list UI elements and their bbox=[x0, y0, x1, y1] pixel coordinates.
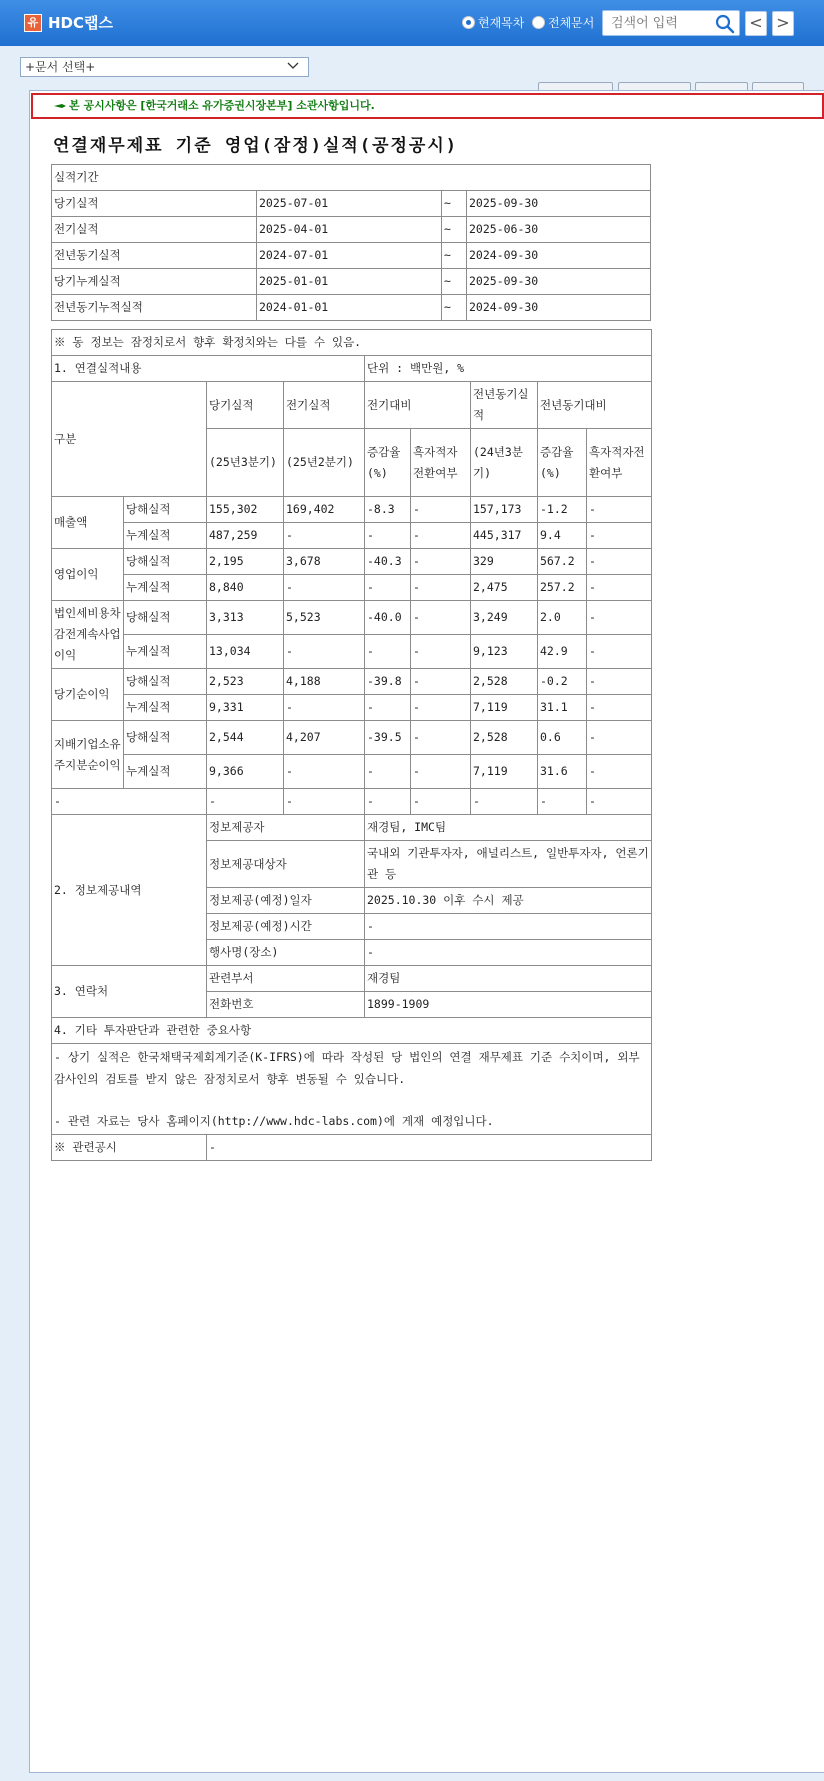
cell-qturn: - bbox=[411, 669, 471, 695]
table-row bbox=[52, 755, 652, 789]
row-group: 영업이익 bbox=[52, 549, 124, 601]
cell-dash: - bbox=[538, 789, 587, 815]
table-row bbox=[52, 549, 652, 575]
cell-dash: - bbox=[587, 789, 652, 815]
jurisdiction-notice bbox=[31, 93, 824, 119]
cell-qoq: - bbox=[365, 523, 411, 549]
cell-qturn: - bbox=[411, 549, 471, 575]
cell-yoy: 0.6 bbox=[538, 721, 587, 755]
cell-yoy-actual: 7,119 bbox=[471, 755, 538, 789]
period-table bbox=[51, 164, 651, 321]
table-row bbox=[52, 523, 652, 549]
toolbar-button-3[interactable] bbox=[695, 82, 748, 90]
radio-current-label: 현재목차 bbox=[478, 16, 525, 30]
period-sep: ~ bbox=[442, 191, 467, 217]
cell-previous: - bbox=[284, 695, 365, 721]
sub-previous: (25년2분기) bbox=[284, 429, 365, 497]
contact-label: 전화번호 bbox=[207, 992, 365, 1018]
table-row bbox=[52, 601, 652, 635]
cell-yoy-actual: 157,173 bbox=[471, 497, 538, 523]
table-row bbox=[52, 721, 652, 755]
cell-yoy-actual: 2,528 bbox=[471, 721, 538, 755]
sub-turn-2: 흑자적자전환여부 bbox=[587, 429, 652, 497]
remark-1: - 상기 실적은 한국채택국제회계기준(K-IFRS)에 따라 작성된 당 법인의 연결 재무제표 기준 수치이며, 외부감사인의 검토를 받지 않은 잠정치로서 향후 변동될 수 있습니다. bbox=[54, 1050, 640, 1086]
cell-dash: - bbox=[471, 789, 538, 815]
cell-yoy: 42.9 bbox=[538, 635, 587, 669]
cell-yoy-actual: 2,528 bbox=[471, 669, 538, 695]
period-label: 전기실적 bbox=[52, 217, 257, 243]
cell-qoq: -40.3 bbox=[365, 549, 411, 575]
period-from: 2025-04-01 bbox=[257, 217, 442, 243]
radio-all-label: 전체문서 bbox=[548, 16, 595, 30]
pointing-hand-icon bbox=[53, 95, 67, 117]
period-sep: ~ bbox=[442, 269, 467, 295]
chevron-down-icon bbox=[286, 60, 300, 72]
cell-current: 155,302 bbox=[207, 497, 284, 523]
row-kind: 누계실적 bbox=[124, 755, 207, 789]
cell-qoq: - bbox=[365, 695, 411, 721]
section-2-title: 2. 정보제공내역 bbox=[52, 815, 207, 966]
cell-qturn: - bbox=[411, 721, 471, 755]
section-1-title: 1. 연결실적내용 bbox=[52, 356, 365, 382]
period-label: 당기실적 bbox=[52, 191, 257, 217]
remark-2: - 관련 자료는 당사 홈페이지(http://www.hdc-labs.com)에 게재 예정입니다. bbox=[54, 1114, 494, 1128]
cell-previous: - bbox=[284, 575, 365, 601]
row-group: 지배기업소유주지분순이익 bbox=[52, 721, 124, 789]
cell-yoy-actual: 9,123 bbox=[471, 635, 538, 669]
company-logo-icon: 유 bbox=[24, 14, 42, 32]
sub-yoy-actual: (24년3분기) bbox=[471, 429, 538, 497]
cell-current: 8,840 bbox=[207, 575, 284, 601]
cell-qoq: - bbox=[365, 755, 411, 789]
cell-yoy-actual: 329 bbox=[471, 549, 538, 575]
cell-yturn: - bbox=[587, 523, 652, 549]
unit-label: 단위 : 백만원, % bbox=[365, 356, 652, 382]
contact-value: 1899-1909 bbox=[365, 992, 652, 1018]
radio-all-docs[interactable] bbox=[532, 14, 594, 31]
contact-label: 관련부서 bbox=[207, 966, 365, 992]
cell-dash: - bbox=[52, 789, 207, 815]
cell-current: 2,523 bbox=[207, 669, 284, 695]
section-3-title: 3. 연락처 bbox=[52, 966, 207, 1018]
cell-dash: - bbox=[207, 789, 284, 815]
row-kind: 누계실적 bbox=[124, 695, 207, 721]
row-kind: 당해실적 bbox=[124, 497, 207, 523]
cell-yturn: - bbox=[587, 601, 652, 635]
row-kind: 당해실적 bbox=[124, 669, 207, 695]
cell-previous: 3,678 bbox=[284, 549, 365, 575]
cell-current: 2,195 bbox=[207, 549, 284, 575]
cell-qturn: - bbox=[411, 601, 471, 635]
cell-previous: 5,523 bbox=[284, 601, 365, 635]
cell-yoy: -0.2 bbox=[538, 669, 587, 695]
cell-qturn: - bbox=[411, 755, 471, 789]
col-previous: 전기실적 bbox=[284, 382, 365, 429]
info-value: - bbox=[365, 914, 652, 940]
related-label: ※ 관련공시 bbox=[52, 1135, 207, 1161]
radio-unselected-icon[interactable] bbox=[532, 16, 545, 29]
period-sep: ~ bbox=[442, 217, 467, 243]
cell-yoy-actual: 445,317 bbox=[471, 523, 538, 549]
toolbar-button-1[interactable] bbox=[538, 82, 613, 90]
row-kind: 누계실적 bbox=[124, 575, 207, 601]
cell-previous: - bbox=[284, 523, 365, 549]
cell-qturn: - bbox=[411, 575, 471, 601]
estimate-note: ※ 동 정보는 잠정치로서 향후 확정치와는 다를 수 있음. bbox=[52, 330, 652, 356]
period-to: 2024-09-30 bbox=[467, 295, 651, 321]
cell-yturn: - bbox=[587, 695, 652, 721]
cell-yturn: - bbox=[587, 635, 652, 669]
table-row bbox=[52, 635, 652, 669]
cell-qoq: -8.3 bbox=[365, 497, 411, 523]
search-icon[interactable] bbox=[715, 14, 735, 34]
info-label: 정보제공(예정)시간 bbox=[207, 914, 365, 940]
cell-previous: 4,207 bbox=[284, 721, 365, 755]
row-group: 매출액 bbox=[52, 497, 124, 549]
cell-yturn: - bbox=[587, 549, 652, 575]
period-sep: ~ bbox=[442, 243, 467, 269]
row-kind: 누계실적 bbox=[124, 635, 207, 669]
table-row bbox=[52, 295, 651, 321]
cell-current: 487,259 bbox=[207, 523, 284, 549]
period-to: 2025-09-30 bbox=[467, 269, 651, 295]
info-label: 행사명(장소) bbox=[207, 940, 365, 966]
cell-previous: - bbox=[284, 635, 365, 669]
cell-dash: - bbox=[284, 789, 365, 815]
row-group: 법인세비용차감전계속사업이익 bbox=[52, 601, 124, 669]
info-value: 재경팀, IMC팀 bbox=[365, 815, 652, 841]
period-to: 2024-09-30 bbox=[467, 243, 651, 269]
table-row bbox=[52, 269, 651, 295]
section-4-title: 4. 기타 투자판단과 관련한 중요사항 bbox=[52, 1018, 652, 1044]
period-sep: ~ bbox=[442, 295, 467, 321]
sub-turn: 흑자적자전환여부 bbox=[411, 429, 471, 497]
contact-value: 재경팀 bbox=[365, 966, 652, 992]
cell-qoq: - bbox=[365, 635, 411, 669]
period-from: 2025-01-01 bbox=[257, 269, 442, 295]
cell-qturn: - bbox=[411, 695, 471, 721]
cell-yturn: - bbox=[587, 669, 652, 695]
toolbar-button-4[interactable] bbox=[752, 82, 804, 90]
notice-text: 본 공시사항은 [한국거래소 유가증권시장본부] 소관사항입니다. bbox=[69, 99, 375, 112]
sub-current: (25년3분기) bbox=[207, 429, 284, 497]
search-input[interactable] bbox=[603, 11, 713, 35]
toolbar-button-2[interactable] bbox=[618, 82, 691, 90]
cell-previous: 169,402 bbox=[284, 497, 365, 523]
table-row bbox=[52, 815, 652, 841]
period-label: 전년동기실적 bbox=[52, 243, 257, 269]
cell-current: 9,366 bbox=[207, 755, 284, 789]
col-current: 당기실적 bbox=[207, 382, 284, 429]
cell-qoq: -40.0 bbox=[365, 601, 411, 635]
cell-qoq: -39.8 bbox=[365, 669, 411, 695]
top-bar bbox=[0, 0, 824, 46]
period-from: 2024-01-01 bbox=[257, 295, 442, 321]
row-group: 당기순이익 bbox=[52, 669, 124, 721]
table-row bbox=[52, 243, 651, 269]
table-row bbox=[52, 497, 652, 523]
info-label: 정보제공자 bbox=[207, 815, 365, 841]
remarks bbox=[52, 1044, 652, 1135]
row-kind: 당해실적 bbox=[124, 601, 207, 635]
prev-button[interactable]: < bbox=[745, 11, 767, 36]
table-row bbox=[52, 695, 652, 721]
cell-yturn: - bbox=[587, 575, 652, 601]
col-yoy: 전년동기대비 bbox=[538, 382, 652, 429]
company-name: HDC랩스 bbox=[48, 14, 113, 32]
sub-rate: 증감율(%) bbox=[365, 429, 411, 497]
document-select-value: +문서 선택+ bbox=[25, 60, 96, 74]
cell-yoy: -1.2 bbox=[538, 497, 587, 523]
period-from: 2024-07-01 bbox=[257, 243, 442, 269]
cell-previous: 4,188 bbox=[284, 669, 365, 695]
cell-qoq: - bbox=[365, 575, 411, 601]
period-to: 2025-06-30 bbox=[467, 217, 651, 243]
results-table bbox=[51, 329, 652, 1161]
cell-yturn: - bbox=[587, 755, 652, 789]
cell-yoy: 2.0 bbox=[538, 601, 587, 635]
col-qoq: 전기대비 bbox=[365, 382, 471, 429]
table-row bbox=[52, 789, 652, 815]
cell-current: 2,544 bbox=[207, 721, 284, 755]
col-yoy-actual: 전년동기실적 bbox=[471, 382, 538, 429]
period-from: 2025-07-01 bbox=[257, 191, 442, 217]
cell-qturn: - bbox=[411, 523, 471, 549]
cell-yoy: 257.2 bbox=[538, 575, 587, 601]
cell-qturn: - bbox=[411, 635, 471, 669]
period-label: 전년동기누적실적 bbox=[52, 295, 257, 321]
table-row bbox=[52, 669, 652, 695]
cell-yoy-actual: 2,475 bbox=[471, 575, 538, 601]
info-value: - bbox=[365, 940, 652, 966]
radio-current-toc[interactable] bbox=[462, 14, 524, 31]
sub-rate-2: 증감율(%) bbox=[538, 429, 587, 497]
row-kind: 당해실적 bbox=[124, 721, 207, 755]
cell-current: 3,313 bbox=[207, 601, 284, 635]
cell-yoy: 9.4 bbox=[538, 523, 587, 549]
cell-yoy: 31.6 bbox=[538, 755, 587, 789]
col-gubun: 구분 bbox=[52, 382, 207, 497]
related-value: - bbox=[207, 1135, 652, 1161]
cell-yoy-actual: 3,249 bbox=[471, 601, 538, 635]
radio-selected-icon[interactable] bbox=[462, 16, 475, 29]
next-button[interactable]: > bbox=[772, 11, 794, 36]
document-select[interactable] bbox=[20, 57, 309, 77]
info-value: 국내외 기관투자자, 애널리스트, 일반투자자, 언론기관 등 bbox=[365, 841, 652, 888]
cell-yturn: - bbox=[587, 497, 652, 523]
info-value: 2025.10.30 이후 수시 제공 bbox=[365, 888, 652, 914]
search-box[interactable] bbox=[602, 10, 740, 36]
cell-yoy: 567.2 bbox=[538, 549, 587, 575]
cell-qoq: -39.5 bbox=[365, 721, 411, 755]
cell-yoy-actual: 7,119 bbox=[471, 695, 538, 721]
row-kind: 누계실적 bbox=[124, 523, 207, 549]
cell-yoy: 31.1 bbox=[538, 695, 587, 721]
table-row bbox=[52, 191, 651, 217]
period-to: 2025-09-30 bbox=[467, 191, 651, 217]
cell-current: 9,331 bbox=[207, 695, 284, 721]
period-label: 당기누계실적 bbox=[52, 269, 257, 295]
info-label: 정보제공(예정)일자 bbox=[207, 888, 365, 914]
period-header: 실적기간 bbox=[52, 165, 651, 191]
cell-dash: - bbox=[411, 789, 471, 815]
table-row bbox=[52, 217, 651, 243]
cell-dash: - bbox=[365, 789, 411, 815]
row-kind: 당해실적 bbox=[124, 549, 207, 575]
table-row bbox=[52, 575, 652, 601]
cell-previous: - bbox=[284, 755, 365, 789]
cell-qturn: - bbox=[411, 497, 471, 523]
info-label: 정보제공대상자 bbox=[207, 841, 365, 888]
cell-current: 13,034 bbox=[207, 635, 284, 669]
page-title: 연결재무제표 기준 영업(잠정)실적(공정공시) bbox=[53, 136, 459, 156]
cell-yturn: - bbox=[587, 721, 652, 755]
table-row bbox=[52, 966, 652, 992]
